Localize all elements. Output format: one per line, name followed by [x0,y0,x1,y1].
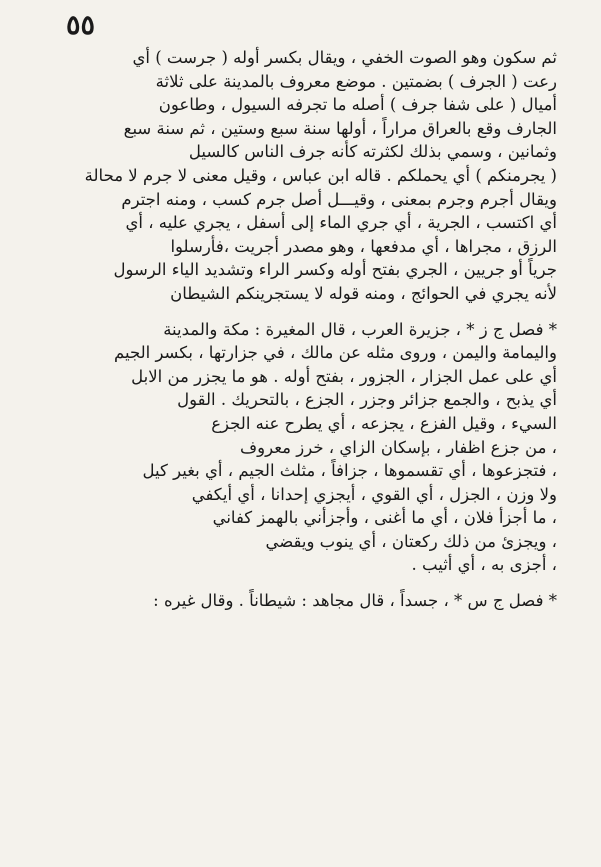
page-number: ٥٥ [66,10,96,41]
text-line: ، ويجزئ من ذلك ركعتان ، أي ينوب ويقضي [265,531,557,551]
text-line: ويقال أجرم وجرم بمعنى ، وقيـــل أصل جرم كسب ، ومنه اجترم [121,189,557,209]
body-text [57,46,557,613]
text-line: رعت ( الجرف ) بضمتين . موضع معروف بالمدينة على ثلاثة [155,71,557,91]
text-line: السيء ، وقيل الفزع ، يجزعه ، أي يطرح عنه الجزع [211,413,557,433]
section-heading-line: * فصل ج س * ، جسداً ، قال مجاهد : شيطاناً . وقال غيره : [153,591,557,611]
text-line: الجارف وقع بالعراق مراراً ، أولها سنة سبع وستين ، ثم سنة سبع [123,118,557,138]
text-line: ، فتجزعوها ، أي تقسموها ، جزافاً ، مثلث الجيم ، أي بغير كيل [142,461,557,481]
text-line: ، أجزى به ، أي أثيب . [411,555,557,575]
text-line: ثم سكون وهو الصوت الخفي ، ويقال بكسر أوله ( جرست ) أي [132,48,557,67]
text-line: جرياً أو جريين ، الجري بفتح أوله وكسر الراء وتشديد الياء الرسول [113,260,557,280]
text-line: أي على عمل الجزار ، الجزور ، بفتح أوله . هو ما يجزر من الابل [131,366,557,386]
text-line: ولا وزن ، الجزل ، أي القوي ، أيجزي إحدانا ، أي أيكفي [191,484,557,504]
text-line: الرزق ، مجراها ، أي مدفعها ، وهو مصدر أجريت ،فأرسلوا [170,236,557,256]
text-line: ، ما أجزأ فلان ، أي ما أغنى ، وأجزأني بالهمز كفاني [212,508,557,528]
text-line: وثمانين ، وسمي بذلك لكثرته كأنه جرف الناس كالسيل [188,142,557,162]
text-line: ، من جزع اظفار ، بإسكان الزاي ، خرز معروف [240,437,557,457]
text-line: أي يذبح ، والجمع جزائر وجزر ، الجزع ، بالتحريك . القول [177,390,557,410]
text-line: لأنه يجري في الحوائج ، ومنه قوله لا يستجرينكم الشيطان [170,283,557,303]
text-line: واليمامة واليمن ، وروى مثله عن مالك ، في جزارتها ، بكسر الجيم [113,343,557,363]
text-line: ( يجرمنكم ) أي يحملكم . قاله ابن عباس ، وقيل معنى لا جرم لا محالة [84,165,557,185]
text-line: أميال ( على شفا جرف ) أصله ما تجرفه السيول ، وطاعون [158,95,557,115]
section-heading-line: * فصل ج ز * ، جزيرة العرب ، قال المغيرة : مكة والمدينة [163,319,557,339]
text-line: أي اكتسب ، الجرية ، أي جري الماء إلى أسفل ، يجري عليه ، أي [125,213,557,233]
